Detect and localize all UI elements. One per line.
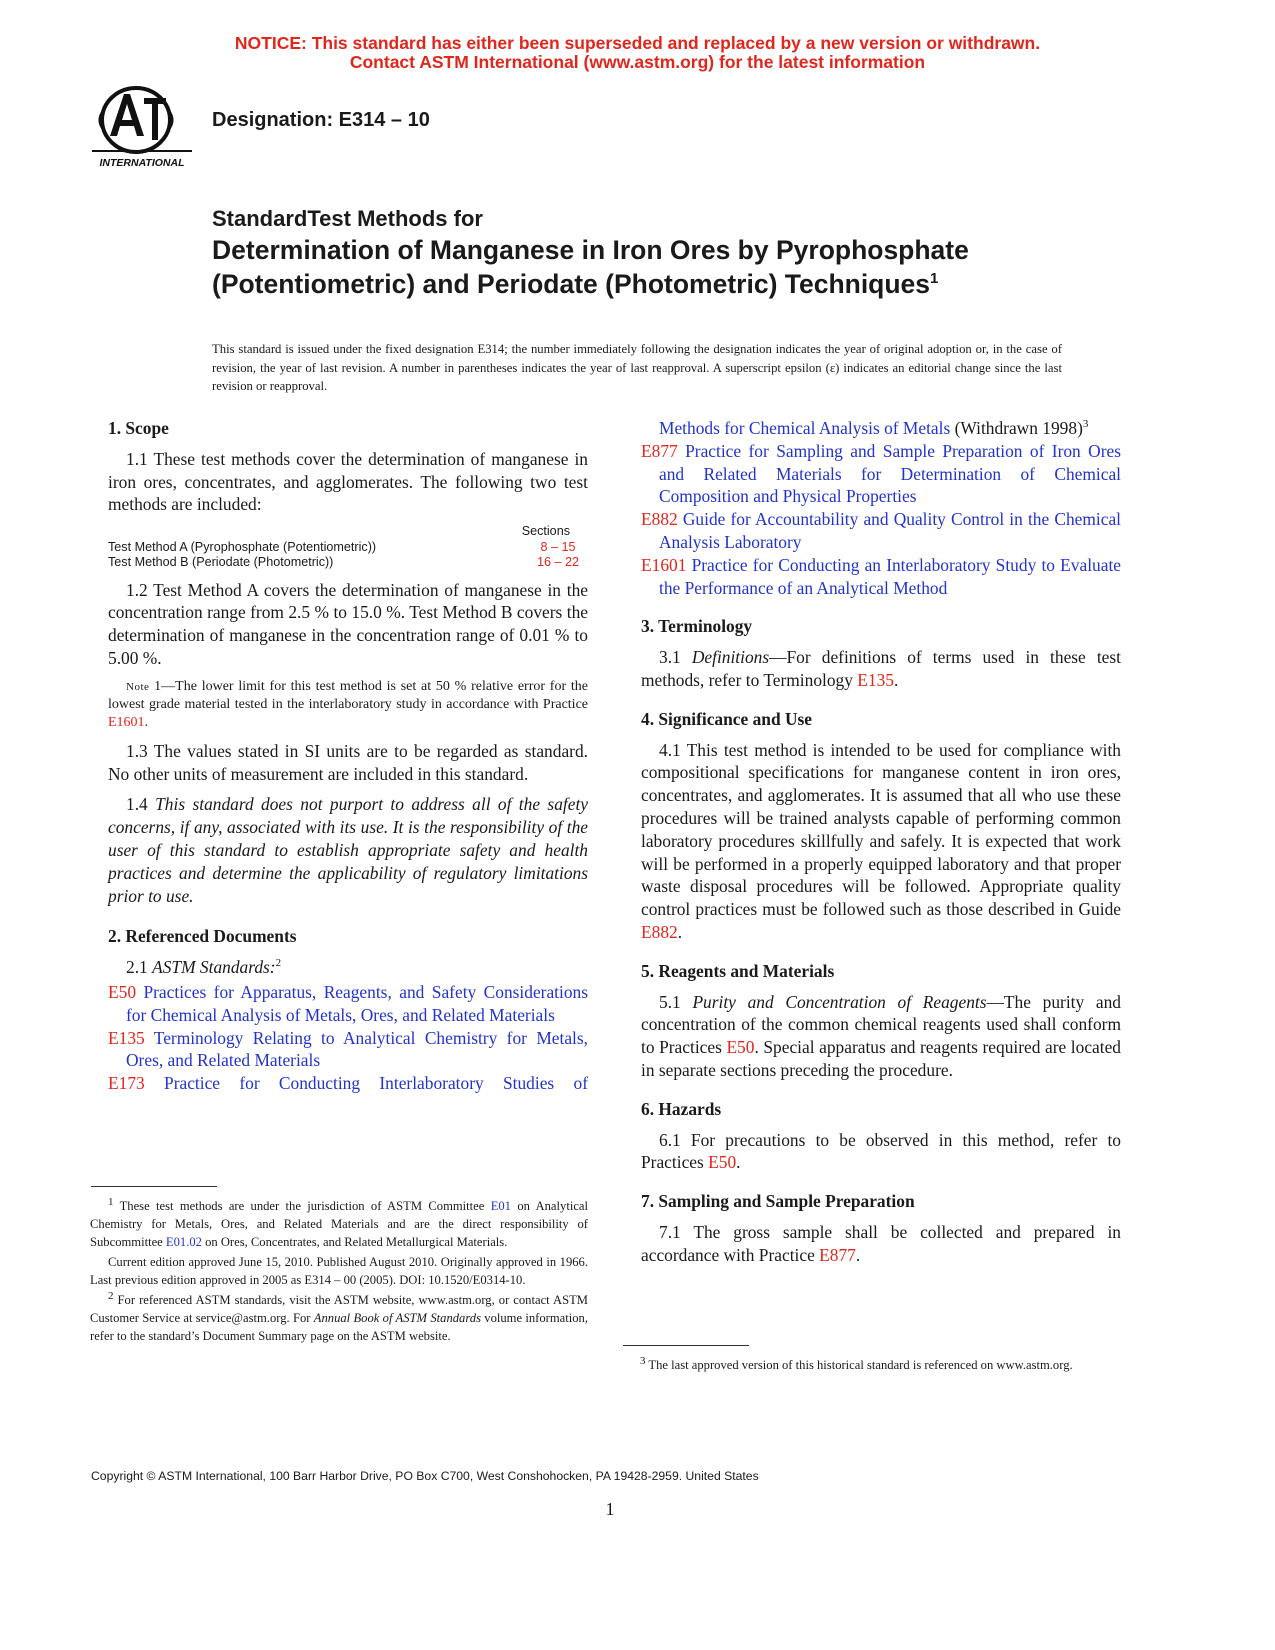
scope-para-1-4: [108, 793, 588, 907]
ref-title-link[interactable]: Methods for Chemical Analysis of Metals: [659, 418, 951, 438]
significance-end: .: [677, 921, 683, 942]
title-line-1: StandardTest Methods for: [212, 206, 483, 231]
table-row-range[interactable]: 8 – 15: [540, 539, 576, 554]
ref-title-link[interactable]: Practice for Sampling and Sample Preparation of Iron Ores and Related Materials for Determination of Chemical Composition and Physical Properties: [659, 440, 1121, 507]
notice-banner: [0, 34, 1275, 72]
footnote-1-ref-link-2[interactable]: E01.02: [165, 1235, 202, 1249]
title-line-3-text: (Potentiometric) and Periodate (Photometric) Techniques: [212, 269, 931, 299]
sections-table: [108, 524, 588, 571]
significance-ref-link[interactable]: E882: [641, 921, 678, 942]
footnote-2-mark: 2: [108, 1289, 114, 1302]
reagents-end: . Special apparatus and reagents required are located in separate sections preceding the procedure.: [641, 1037, 1121, 1080]
footnote-3-mark: 3: [640, 1354, 646, 1367]
significance-para: [641, 739, 1121, 944]
terminology-heading: 3. Terminology: [641, 616, 753, 637]
sampling-para: [641, 1221, 1121, 1267]
scope-para-1-2: 1.2 Test Method A covers the determination of manganese in the concentration range from 2.5 % to 15.0 %. Test Method B covers the determination of manganese in the concentration range of 0.01 % to 5.00 %.: [108, 579, 588, 669]
significance-text: 4.1 This test method is intended to be used for compliance with compositional specifications for manganese content in iron ores, concentrates, and agglomerates. It is assumed that all who use these procedures will be trained analysts capable of performing common laboratory procedures skillfully and safely. It is expected that work will be performed in a properly equipped laboratory and that proper waste disposal procedures will be followed. Appropriate quality control practices must be followed such as those described in Guide: [641, 739, 1121, 920]
left-column: [108, 417, 588, 1095]
footnote-1: [90, 1197, 588, 1251]
footnotes-left: [90, 1197, 588, 1345]
ref-status-mark: 3: [1082, 418, 1089, 431]
ref-title-link[interactable]: Practice for Conducting Interlaboratory Studies of: [144, 1073, 588, 1094]
footnote-1-b: on Analytical Chemistry for Metals, Ores, and Related Materials and are the direct responsibility of Subcommittee: [90, 1199, 588, 1249]
ref-code-link[interactable]: E173: [108, 1073, 145, 1094]
refdocs-sub-mark: 2: [275, 957, 282, 970]
ref-code-link[interactable]: E1601: [641, 554, 687, 575]
ref-title-link[interactable]: Practice for Conducting an Interlaboratory Study to Evaluate the Performance of an Analytical Method: [659, 554, 1121, 598]
terminology-text: —For definitions of terms used in these test methods, refer to Terminology: [641, 647, 1122, 690]
scope-para-1-1: 1.1 These test methods cover the determination of manganese in iron ores, concentrates, and agglomerates. The following two test methods are included:: [108, 448, 588, 515]
reagents-term: Purity and Concentration of Reagents: [692, 991, 987, 1012]
ref-item: [108, 1072, 588, 1095]
scope-para-1-3: 1.3 The values stated in SI units are to be regarded as standard. No other units of measurement are included in this standard.: [108, 740, 588, 784]
terminology-term: Definitions: [691, 647, 770, 668]
refdocs-heading: 2. Referenced Documents: [108, 926, 297, 947]
footnote-2-ital: Annual Book of ASTM Standards: [313, 1311, 481, 1325]
ref-title-link[interactable]: Terminology Relating to Analytical Chemistry for Metals, Ores, and Related Materials: [126, 1027, 588, 1071]
table-row: [108, 555, 588, 571]
reagents-ref-link[interactable]: E50: [726, 1037, 755, 1058]
designation: Designation: E314 – 10: [212, 109, 430, 131]
note-ref-link[interactable]: E1601: [108, 714, 145, 730]
copyright: Copyright © ASTM International, 100 Barr Harbor Drive, PO Box C700, West Conshohocken, PA 19428-2959. United States: [91, 1469, 759, 1483]
refdocs-sub: [108, 956, 588, 979]
reagents-para: [641, 991, 1121, 1082]
astm-international-logo-icon: [90, 80, 200, 172]
footnote-3-text: The last approved version of this historical standard is referenced on www.astm.org.: [645, 1358, 1073, 1372]
sampling-heading: 7. Sampling and Sample Preparation: [641, 1191, 915, 1212]
scope-heading: 1. Scope: [108, 418, 169, 438]
terminology-ref-link[interactable]: E135: [857, 669, 894, 690]
ref-code-link[interactable]: E50: [108, 982, 137, 1003]
hazards-text: 6.1 For precautions to be observed in this method, refer to Practices: [641, 1129, 1121, 1173]
footnote-1-a: These test methods are under the jurisdiction of ASTM Committee: [113, 1199, 491, 1213]
hazards-para: [641, 1129, 1121, 1175]
document-title: [212, 205, 1112, 301]
hazards-ref-link[interactable]: E50: [708, 1152, 737, 1173]
page-number: 1: [605, 1499, 615, 1519]
note-end: .: [144, 714, 149, 730]
title-line-3: [212, 267, 1112, 301]
sampling-ref-link[interactable]: E877: [819, 1244, 856, 1265]
reagents-text: —The purity and concentration of the common chemical reagents used shall conform to Practices: [641, 991, 1121, 1058]
footnote-1-mark: 1: [108, 1195, 114, 1208]
sampling-end: .: [855, 1244, 861, 1265]
hazards-end: .: [736, 1152, 741, 1173]
footnote-1-ref-link-1[interactable]: E01: [490, 1199, 511, 1213]
reagents-heading: 5. Reagents and Materials: [641, 960, 835, 981]
footnotes-right: [622, 1356, 1120, 1374]
logo-text: INTERNATIONAL: [99, 157, 185, 169]
table-row-label: Test Method B (Periodate (Photometric)): [108, 555, 334, 570]
note-text: —The lower limit for this test method is set at 50 % relative error for the lowest grade material tested in the interlaboratory study in accordance with Practice: [108, 678, 589, 712]
terminology-para: [641, 646, 1121, 692]
refdocs-sub-text: ASTM Standards:: [152, 957, 276, 978]
table-row: [108, 540, 588, 556]
terminology-end: .: [894, 669, 899, 690]
footnote-2: [90, 1291, 588, 1345]
table-row-label: Test Method A (Pyrophosphate (Potentiometric)): [108, 539, 377, 554]
ref-item: [641, 508, 1121, 554]
ref-status: (Withdrawn 1998): [950, 418, 1083, 438]
ref-item: [641, 554, 1121, 600]
ref-title-link[interactable]: Guide for Accountability and Quality Control in the Chemical Analysis Laboratory: [659, 509, 1121, 552]
footnote-rule-left: [91, 1186, 217, 1187]
ref-code-link[interactable]: E877: [641, 440, 678, 461]
footnote-1-edition: Current edition approved June 15, 2010. Published August 2010. Originally approved in 1966. Last previous edition approved in 2005 as E314 – 00 (2005). DOI: 10.1520/E0314-10.: [90, 1255, 588, 1287]
footnote-rule-right: [623, 1345, 749, 1346]
scope-para-1-4-text: This standard does not purport to address all of the safety concerns, if any, associated with its use. It is the responsibility of the user of this standard to establish appropriate safety and health practices and determine the applicability of regulatory limitations prior to use.: [108, 794, 588, 906]
scope-para-1-4-num: 1.4: [126, 794, 156, 815]
ref-item: [641, 440, 1121, 508]
ref-code-link[interactable]: E135: [108, 1027, 145, 1048]
ref-item: [108, 1027, 588, 1073]
sections-table-header: Sections: [521, 524, 570, 539]
title-footnote-mark: 1: [930, 270, 939, 288]
footnote-2-a: For referenced ASTM standards, visit the ASTM website, www.astm.org, or contact ASTM Customer Service at service@astm.org. For: [90, 1293, 588, 1325]
intro-paragraph: This standard is issued under the fixed designation E314; the number immediately following the designation indicates the year of original adoption or, in the case of revision, the year of last revision. A number in parentheses indicates the year of last reapproval. A superscript epsilon (ε) indicates an editorial change since the last revision or reapproval.: [212, 342, 1062, 394]
note-number: 1: [154, 678, 162, 694]
right-column: [641, 417, 1121, 1275]
sampling-text: 7.1 The gross sample shall be collected and prepared in accordance with Practice: [641, 1221, 1121, 1265]
title-line-2: Determination of Manganese in Iron Ores by Pyrophosphate: [212, 235, 969, 265]
notice-line-1: NOTICE: This standard has either been superseded and replaced by a new version or withdrawn.: [234, 33, 1041, 53]
note-1: [108, 678, 588, 732]
footnote-2-b: volume information, refer to the standard’s Document Summary page on the ASTM website.: [90, 1311, 588, 1343]
notice-line-2: Contact ASTM International (www.astm.org) for the latest information: [349, 52, 926, 72]
note-label: Note: [126, 680, 150, 693]
ref-code-link[interactable]: E882: [641, 509, 678, 530]
refdocs-sub-num: 2.1: [126, 957, 153, 978]
ref-item-continued: [641, 417, 1121, 440]
significance-heading: 4. Significance and Use: [641, 708, 813, 729]
hazards-heading: 6. Hazards: [641, 1098, 722, 1119]
ref-title-link[interactable]: Practices for Apparatus, Reagents, and Safety Considerations for Chemical Analysis of Metals, Ores, and Related Materials: [126, 982, 588, 1025]
ref-item: [108, 981, 588, 1027]
footnote-1-c: on Ores, Concentrates, and Related Metallurgical Materials.: [201, 1235, 508, 1249]
table-row-range[interactable]: 16 – 22: [536, 555, 580, 570]
astm-logo: [90, 80, 200, 172]
terminology-num: 3.1: [659, 647, 692, 668]
footnote-3: [622, 1356, 1120, 1374]
reagents-num: 5.1: [659, 991, 693, 1012]
